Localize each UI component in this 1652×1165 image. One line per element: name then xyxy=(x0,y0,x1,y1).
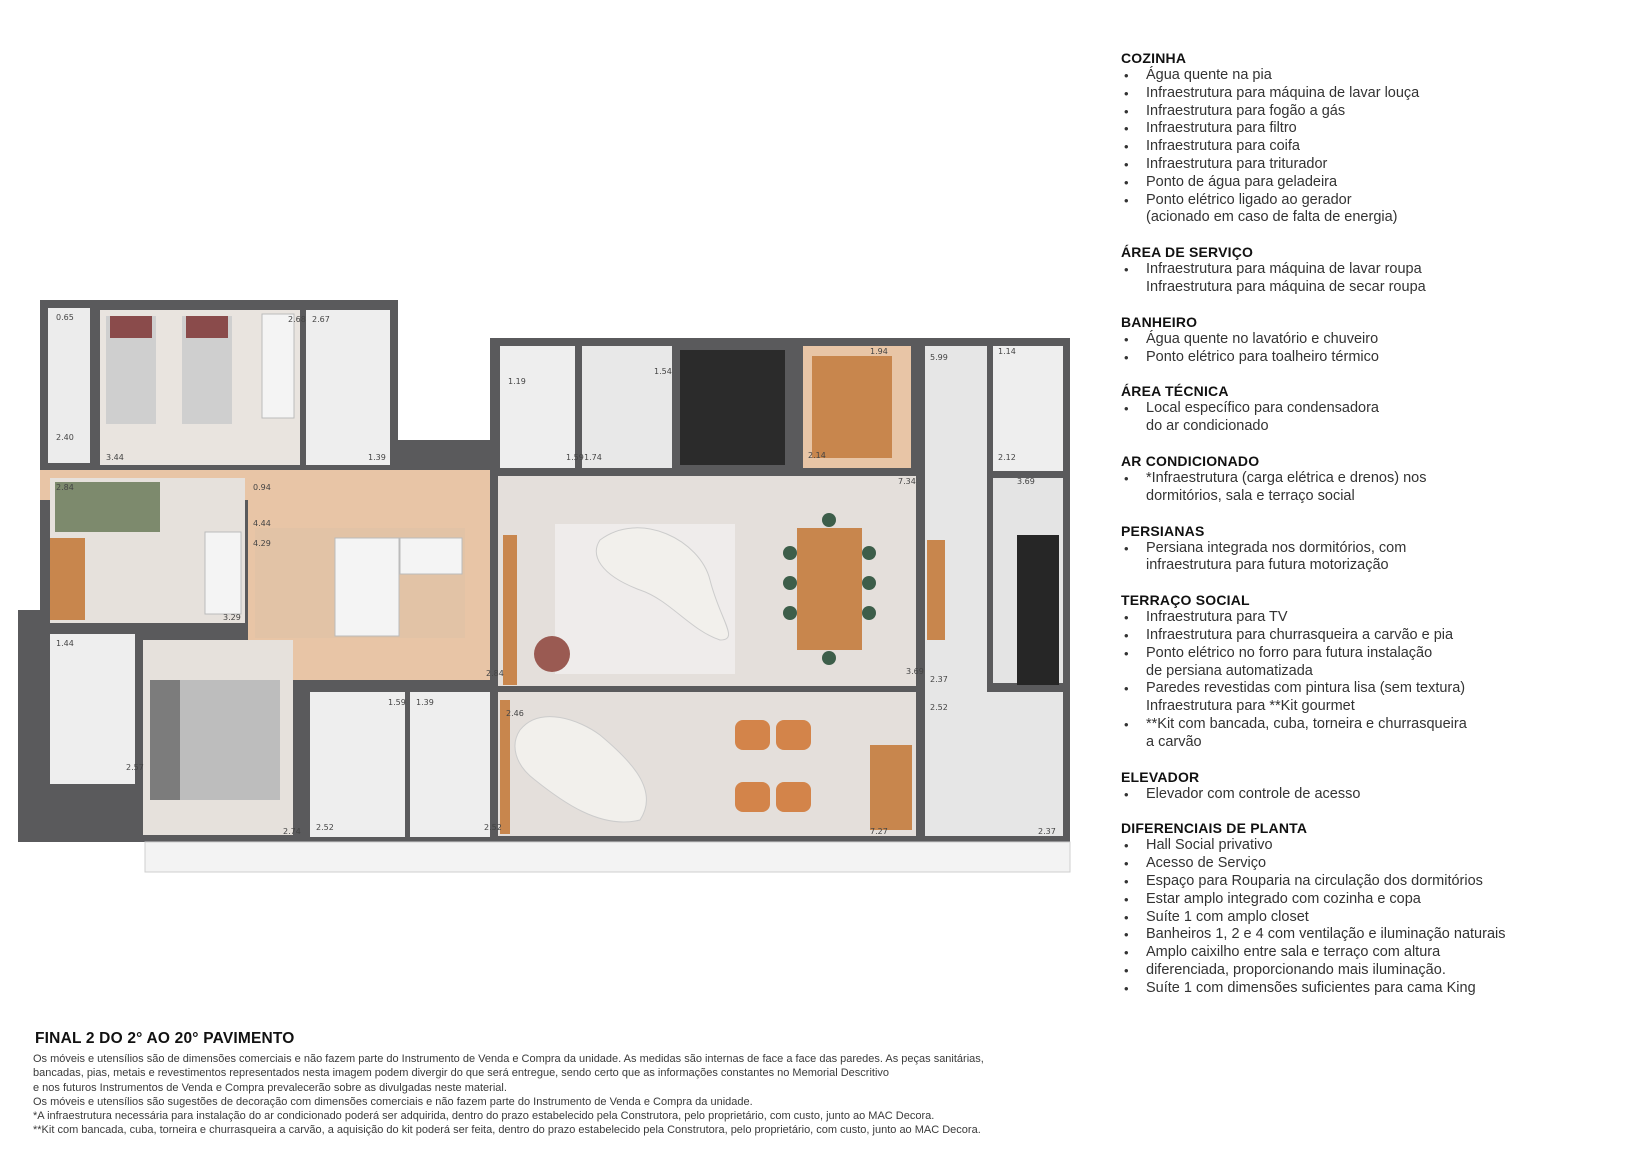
gourmet-counter xyxy=(870,745,912,830)
spec-section-title: DIFERENCIAIS DE PLANTA xyxy=(1121,820,1308,837)
dimension-label: 5.99 xyxy=(930,353,948,362)
disclaimer-line: bancadas, pias, metais e revestimentos representados nesta imagem podem divergir do que será entregue, sendo certo que as informações constantes no Memorial Descritivo xyxy=(33,1067,890,1080)
spec-item: • Amplo caixilho entre sala e terraço com altura xyxy=(1121,944,1641,962)
spec-items xyxy=(1121,470,1641,506)
kitchen-wood xyxy=(812,356,892,458)
sideboard xyxy=(927,540,945,640)
spec-item: • Persiana integrada nos dormitórios, com xyxy=(1121,540,1641,558)
spec-section xyxy=(1121,314,1641,367)
terrace-deck xyxy=(145,842,1070,872)
spec-items xyxy=(1121,609,1641,751)
spec-item: dormitórios, sala e terraço social xyxy=(1146,487,1355,504)
spec-item: • *Infraestrutura (carga elétrica e drenos) nos xyxy=(1121,470,1641,488)
dimension-label: 1.39 xyxy=(416,698,434,707)
dimension-label: 2.68 xyxy=(288,315,306,324)
spec-section xyxy=(1121,769,1641,804)
spec-item: (acionado em caso de falta de energia) xyxy=(1146,209,1398,226)
floor-title: FINAL 2 DO 2° AO 20° PAVIMENTO xyxy=(35,1030,295,1047)
specifications-list xyxy=(1121,50,1641,1014)
spec-item: a carvão xyxy=(1146,733,1202,750)
spec-section-title: PERSIANAS xyxy=(1121,522,1205,539)
spec-item: • Suíte 1 com amplo closet xyxy=(1121,909,1641,927)
spec-item: • Água quente no lavatório e chuveiro xyxy=(1121,331,1641,349)
spec-section xyxy=(1121,453,1641,506)
spec-section xyxy=(1121,244,1641,297)
dimension-label: 3.29 xyxy=(223,613,241,622)
dimension-label: 4.44 xyxy=(253,519,271,528)
spec-item: Infraestrutura para máquina de secar roupa xyxy=(1146,278,1426,295)
spec-section-title: TERRAÇO SOCIAL xyxy=(1121,592,1250,609)
dimension-label: 1.94 xyxy=(870,347,888,356)
spec-item: • Ponto elétrico para toalheiro térmico xyxy=(1121,349,1641,367)
disclaimer-line: *A infraestrutura necessária para instalação do ar condicionado poderá ser adquirida, dentro do prazo estabelecido pela Construtora, pelo proprietário, com custo, junto ao MAC Decora. xyxy=(33,1110,935,1123)
spec-item: • Infraestrutura para fogão a gás xyxy=(1121,103,1641,121)
bathroom-1 xyxy=(306,310,390,465)
spec-item: • Infraestrutura para coifa xyxy=(1121,138,1641,156)
bathroom-3 xyxy=(310,692,405,837)
spec-item: Infraestrutura para **Kit gourmet xyxy=(1146,698,1355,715)
closet-shelves xyxy=(335,538,399,636)
dimension-label: 2.52 xyxy=(316,823,334,832)
dimension-label: 2.84 xyxy=(56,483,74,492)
spec-section xyxy=(1121,523,1641,576)
closet-shelves-2 xyxy=(400,538,462,574)
spec-item: • Suíte 1 com dimensões suficientes para cama King xyxy=(1121,980,1641,998)
spec-item: • Infraestrutura para churrasqueira a carvão e pia xyxy=(1121,627,1641,645)
spec-item: • Paredes revestidas com pintura lisa (sem textura) xyxy=(1121,680,1641,698)
spec-section xyxy=(1121,820,1641,997)
dimension-label: 1.39 xyxy=(368,453,386,462)
spec-item: de persiana automatizada xyxy=(1146,662,1313,679)
spec-item: • **Kit com bancada, cuba, torneira e churrasqueira xyxy=(1121,716,1641,734)
spec-items xyxy=(1121,540,1641,576)
spec-item: • Infraestrutura para máquina de lavar louça xyxy=(1121,85,1641,103)
spec-items xyxy=(1121,837,1641,997)
dimension-label: 0.65 xyxy=(56,313,74,322)
dimension-label: 2.74 xyxy=(283,827,301,836)
dimension-label: 2.14 xyxy=(808,451,826,460)
spec-item: • diferenciada, proporcionando mais iluminação. xyxy=(1121,962,1641,980)
desk xyxy=(50,538,85,620)
dimension-label: 1.59 xyxy=(566,453,584,462)
spec-section-title: ÁREA TÉCNICA xyxy=(1121,383,1229,400)
dimension-label: 1.54 xyxy=(654,367,672,376)
disclaimer-line: Os móveis e utensílios são de dimensões comerciais e não fazem parte do Instrumento de Venda e Compra da unidade. As medidas são internas de face a face das paredes. As peças sanitárias, xyxy=(33,1053,984,1065)
armchair xyxy=(534,636,570,672)
spec-item: • Infraestrutura para triturador xyxy=(1121,156,1641,174)
spec-item: • Elevador com controle de acesso xyxy=(1121,786,1641,804)
spec-section-title: COZINHA xyxy=(1121,50,1187,66)
dimension-label: 7.27 xyxy=(870,827,888,836)
dimension-label: 1.19 xyxy=(508,377,526,386)
spec-item: • Local específico para condensadora xyxy=(1121,400,1641,418)
spec-items xyxy=(1121,400,1641,436)
disclaimer-line: e nos futuros Instrumentos de Venda e Compra prevalecerão sobre as divulgadas neste material. xyxy=(33,1081,507,1094)
dimension-label: 1.14 xyxy=(998,347,1016,356)
spec-item: • Água quente na pia xyxy=(1121,67,1641,85)
spec-item: • Ponto de água para geladeira xyxy=(1121,174,1641,192)
spec-item: • Infraestrutura para TV xyxy=(1121,609,1641,627)
kitchen-counter xyxy=(1017,535,1059,685)
wardrobe xyxy=(262,314,294,418)
dimension-label: 1.44 xyxy=(56,639,74,648)
disclaimer-line: Os móveis e utensílios são sugestões de decoração com dimensões comerciais e não fazem parte do Instrumento de Venda e Compra da unidade. xyxy=(33,1095,753,1108)
spec-section xyxy=(1121,50,1641,227)
spec-section-title: ÁREA DE SERVIÇO xyxy=(1121,244,1254,261)
dimension-label: 2.84 xyxy=(486,669,504,678)
dimension-label: 3.69 xyxy=(906,667,924,676)
spec-item: • Ponto elétrico no forro para futura instalação xyxy=(1121,645,1641,663)
dimension-label: 2.57 xyxy=(126,763,144,772)
island-bench xyxy=(503,535,517,685)
dimension-label: 1.74 xyxy=(584,453,602,462)
dimension-label: 2.12 xyxy=(998,453,1016,462)
lavabo xyxy=(500,346,575,468)
spec-items xyxy=(1121,261,1641,297)
spec-item: • Estar amplo integrado com cozinha e copa xyxy=(1121,891,1641,909)
spec-item: do ar condicionado xyxy=(1146,418,1269,435)
spec-item: • Infraestrutura para máquina de lavar roupa xyxy=(1121,261,1641,279)
spec-section-title: BANHEIRO xyxy=(1121,313,1198,330)
spec-item: infraestrutura para futura motorização xyxy=(1146,557,1389,574)
dimension-label: 2.52 xyxy=(484,823,502,832)
disclaimer-line: **Kit com bancada, cuba, torneira e churrasqueira a carvão, a aquisição do kit poderá ser feita, dentro do prazo estabelecido pela Construtora, pelo proprietário, com custo, junto ao MAC Decora. xyxy=(33,1124,981,1137)
spec-section-title: ELEVADOR xyxy=(1121,768,1200,785)
dimension-label: 2.46 xyxy=(506,709,524,718)
spec-items xyxy=(1121,786,1641,804)
terrace-bench xyxy=(500,700,510,834)
spec-items xyxy=(1121,67,1641,227)
spec-item: • Banheiros 1, 2 e 4 com ventilação e iluminação naturais xyxy=(1121,926,1641,944)
spec-section xyxy=(1121,592,1641,751)
bathroom-2 xyxy=(50,634,135,784)
dimension-label: 2.52 xyxy=(930,703,948,712)
bathroom-4 xyxy=(410,692,490,837)
dimension-label: 7.34 xyxy=(898,477,916,486)
dimension-label: 2.40 xyxy=(56,433,74,442)
dimension-label: 4.29 xyxy=(253,539,271,548)
dimension-label: 3.44 xyxy=(106,453,124,462)
dimension-label: 1.59 xyxy=(388,698,406,707)
hall-social xyxy=(582,346,672,468)
spec-item: • Acesso de Serviço xyxy=(1121,855,1641,873)
disclaimer-notes xyxy=(33,1052,1233,1138)
spec-item: • Ponto elétrico ligado ao gerador xyxy=(1121,192,1641,210)
dimension-label: 3.69 xyxy=(1017,477,1035,486)
dimension-label: 2.37 xyxy=(930,675,948,684)
spec-section-title: AR CONDICIONADO xyxy=(1121,452,1260,469)
spec-item: • Espaço para Rouparia na circulação dos dormitórios xyxy=(1121,873,1641,891)
dimension-label: 2.67 xyxy=(312,315,330,324)
dining-table xyxy=(797,528,862,650)
spec-item: • Infraestrutura para filtro xyxy=(1121,120,1641,138)
laundry xyxy=(925,692,1063,836)
dimension-label: 2.37 xyxy=(1038,827,1056,836)
spec-section xyxy=(1121,383,1641,436)
dimension-label: 0.94 xyxy=(253,483,271,492)
spec-items xyxy=(1121,331,1641,367)
wardrobe-2 xyxy=(205,532,241,614)
elevator xyxy=(680,350,785,465)
spec-item: • Hall Social privativo xyxy=(1121,837,1641,855)
